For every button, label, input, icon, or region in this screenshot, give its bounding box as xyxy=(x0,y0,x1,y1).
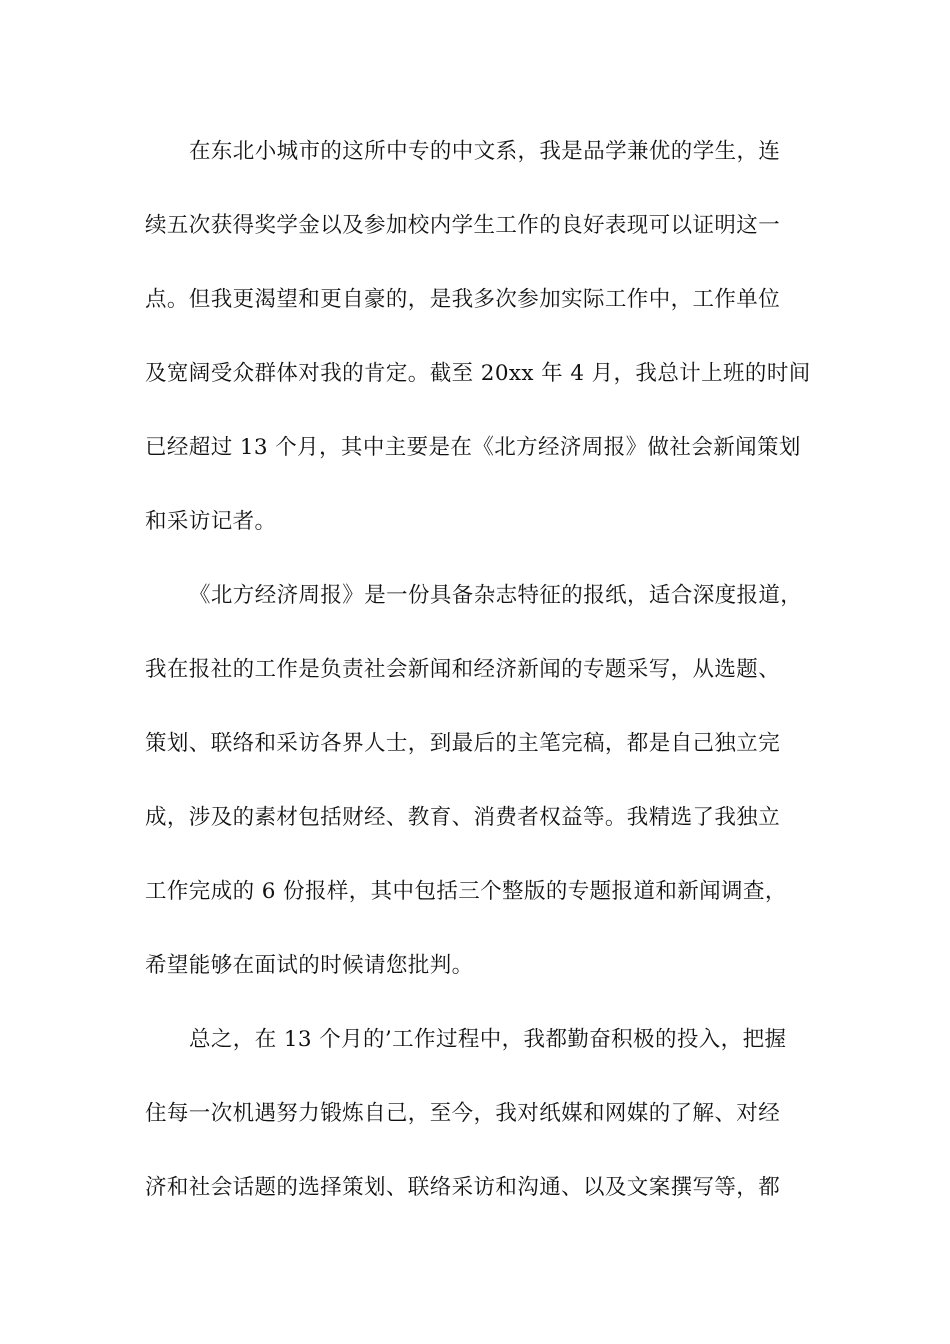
paragraph-1-line-1: 在东北小城市的这所中专的中文系，我是品学兼优的学生，连 xyxy=(189,139,781,164)
paragraph-2-line-5: 工作完成的 6 份报样，其中包括三个整版的专题报道和新闻调查， xyxy=(145,879,787,904)
paragraph-2-line-4: 成，涉及的素材包括财经、教育、消费者权益等。我精选了我独立 xyxy=(145,805,781,830)
paragraph-1-line-2: 续五次获得奖学金以及参加校内学生工作的良好表现可以证明这一 xyxy=(145,213,781,238)
paragraph-3-line-2: 住每一次机遇努力锻炼自己，至今，我对纸媒和网媒的了解、对经 xyxy=(145,1101,781,1126)
paragraph-1-line-4: 及宽阔受众群体对我的肯定。截至 20xx 年 4 月，我总计上班的时间 xyxy=(145,361,811,386)
paragraph-2-line-1: 《北方经济周报》是一份具备杂志特征的报纸，适合深度报道， xyxy=(189,583,803,608)
paragraph-1-line-5: 已经超过 13 个月，其中主要是在《北方经济周报》做社会新闻策划 xyxy=(145,435,801,460)
paragraph-3-line-3: 济和社会话题的选择策划、联络采访和沟通、以及文案撰写等，都 xyxy=(145,1175,781,1200)
paragraph-1-line-3: 点。但我更渴望和更自豪的，是我多次参加实际工作中，工作单位 xyxy=(145,287,781,312)
paragraph-2-line-2: 我在报社的工作是负责社会新闻和经济新闻的专题采写，从选题、 xyxy=(145,657,781,682)
paragraph-2-line-6: 希望能够在面试的时候请您批判。 xyxy=(145,953,474,978)
paragraph-3-line-1: 总之，在 13 个月的’工作过程中，我都勤奋积极的投入，把握 xyxy=(189,1027,787,1052)
paragraph-2-line-3: 策划、联络和采访各界人士，到最后的主笔完稿，都是自己独立完 xyxy=(145,731,781,756)
paragraph-1-line-6: 和采访记者。 xyxy=(145,509,277,534)
